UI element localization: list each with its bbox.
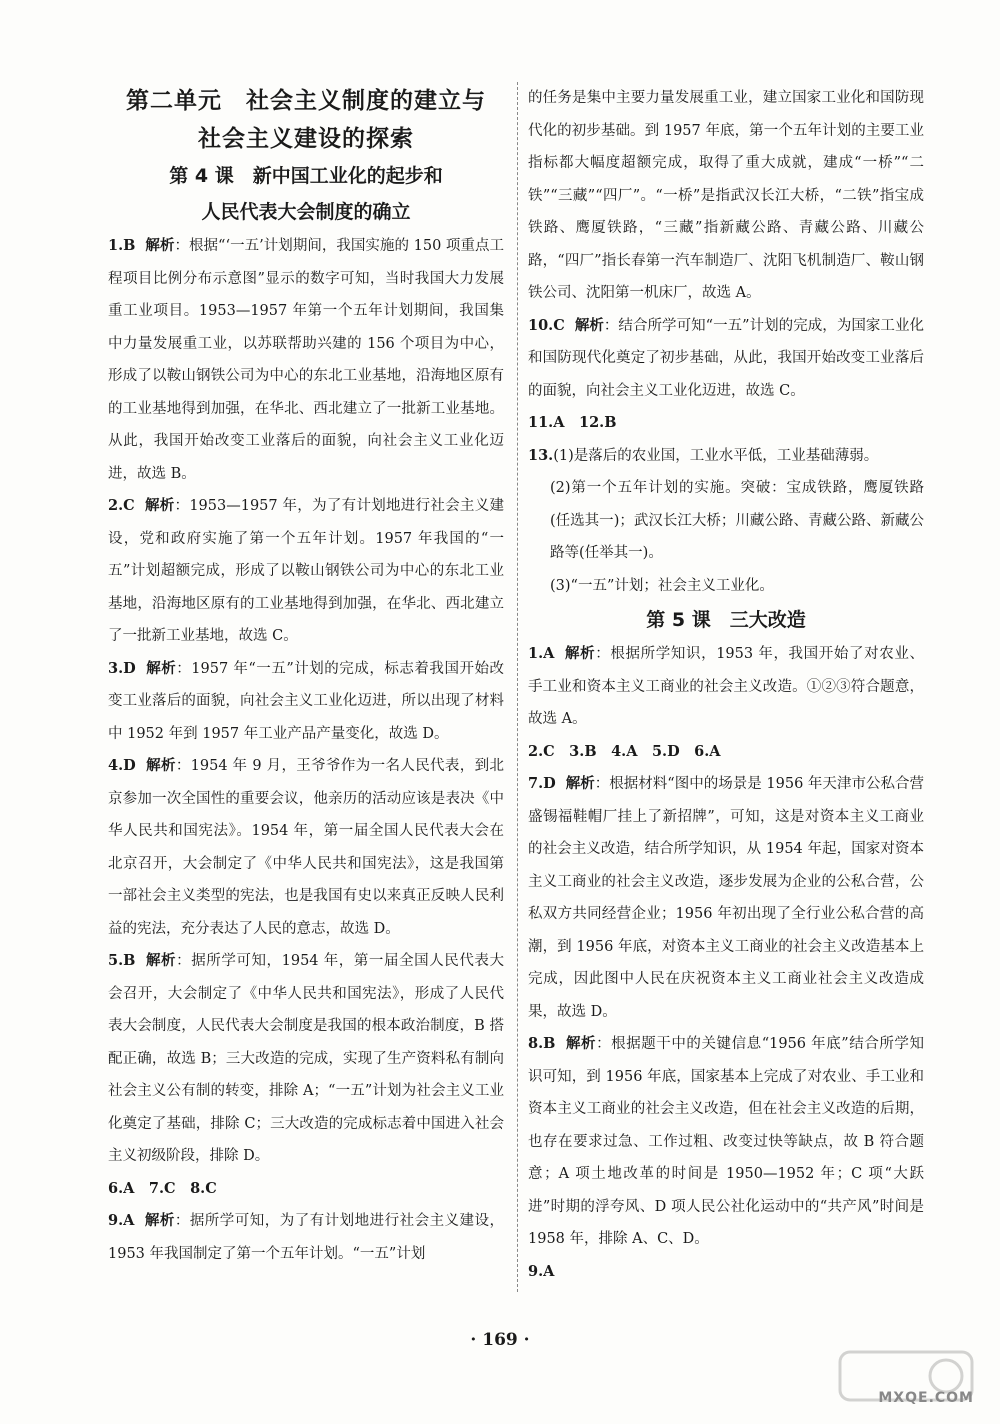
answer-item bbox=[108, 750, 504, 945]
analysis-label: 解析 bbox=[145, 952, 177, 969]
answer-item bbox=[528, 1256, 924, 1289]
answer-number: 4.D bbox=[108, 757, 136, 774]
answer-number: 9.A bbox=[528, 1262, 555, 1280]
answer-list-lesson4-continued bbox=[528, 82, 924, 602]
analysis-label: 解析 bbox=[145, 659, 177, 677]
answer-item bbox=[528, 638, 924, 736]
unit-title-line-2: 社会主义建设的探索 bbox=[198, 126, 414, 152]
answer-number: 2.C 3.B 4.A 5.D 6.A bbox=[528, 742, 721, 760]
answer-text: ：据所学可知，为了有计划地进行社会主义建设，1953 年我国制定了第一个五年计划。“一五”计划 bbox=[108, 1213, 504, 1262]
answer-item bbox=[108, 945, 504, 1173]
answer-item bbox=[108, 1205, 504, 1270]
answer-text: ：根据所学知识，1953 年，我国开始了对农业、手工业和资本主义工商业的社会主义改造。①②③符合题意，故选 A。 bbox=[528, 646, 924, 727]
answer-number: 1.A bbox=[528, 645, 555, 662]
unit-title-line-1: 第二单元 社会主义制度的建立与 bbox=[126, 88, 486, 114]
answer-item bbox=[528, 440, 924, 473]
answer-number: 9.A bbox=[108, 1212, 135, 1229]
answer-number: 7.D bbox=[528, 775, 556, 792]
answer-text: 的任务是集中主要力量发展重工业，建立国家工业化和国防现代化的初步基础。到 1957 年底，第一个五年计划的主要工业指标都大幅度超额完成，取得了重大成就，建成“一桥”“二铁”“三藏”“四厂”。“一桥”是指武汉长江大桥，“二铁”指宝成铁路、鹰厦铁路，“三藏”指新藏公路、青藏公路、川藏公路，“四厂”指长春第一汽车制造厂、沈阳飞机制造厂、鞍山钢铁公司、沈阳第一机床厂，故选 A。 bbox=[528, 90, 924, 301]
page-number: · 169 · bbox=[470, 1330, 530, 1350]
answer-item bbox=[528, 736, 924, 769]
answer-number: 5.B bbox=[108, 952, 136, 969]
answer-number: 2.C bbox=[108, 497, 135, 514]
answer-item bbox=[108, 230, 504, 490]
answer-item bbox=[528, 407, 924, 440]
answer-item bbox=[528, 472, 924, 570]
analysis-label: 解析 bbox=[564, 645, 596, 662]
lesson4-title-line-1: 第 4 课 新中国工业化的起步和 bbox=[169, 165, 443, 187]
answer-text: ：根据“‘一五’计划期间，我国实施的 150 项重点工程项目比例分布示意图”显示的数字可知，当时我国大力发展重工业项目。1953—1957 年第一个五年计划期间，我国集中力量发展重工业，以苏联帮助兴建的 156 个项目为中心，形成了以鞍山钢铁公司为中心的东北工业基地，沿海地区原有的工业基地得到加强，在华北、西北建立了一批新工业基地。从此，我国开始改变工业落后的面貌，向社会主义工业化迈进，故选 B。 bbox=[108, 238, 505, 482]
column-divider bbox=[517, 82, 518, 1292]
lesson4-title-line-2: 人民代表大会制度的确立 bbox=[201, 201, 411, 223]
answer-item bbox=[528, 570, 924, 603]
answer-item bbox=[528, 82, 924, 310]
analysis-label: 解析 bbox=[144, 1212, 175, 1229]
answer-number: 6.A 7.C 8.C bbox=[108, 1179, 217, 1197]
answer-text: (1)是落后的农业国，工业水平低，工业基础薄弱。 bbox=[553, 447, 879, 464]
watermark-text: MXQE.COM bbox=[878, 1390, 974, 1406]
answer-text: ：1953—1957 年，为了有计划地进行社会主义建设，党和政府实施了第一个五年计划。1957 年我国的“一五”计划超额完成，形成了以鞍山钢铁公司为中心的东北工业基地，沿海地区原有的工业基地得到加强，在华北、西北建立了一批新工业基地，故选 C。 bbox=[108, 498, 504, 644]
analysis-label: 解析 bbox=[565, 775, 595, 792]
answer-item bbox=[528, 1028, 924, 1256]
answer-text: ：根据材料“图中的场景是 1956 年天津市公私合营盛锡福鞋帽厂挂上了新招牌”，可知，这是对资本主义工商业的社会主义改造，结合所学知识，从 1954 年起，国家对资本主义工商业的社会主义改造，逐步发展为企业的公私合营，公私双方共同经营企业；1956 年初出现了全行业公私合营的高潮，到 1956 年底，对资本主义工商业的社会主义改造基本上完成，因此图中人民在庆祝资本主义工商业社会主义改造成果，故选 D。 bbox=[528, 776, 924, 1020]
answer-number: 13. bbox=[528, 446, 554, 464]
right-column bbox=[528, 82, 924, 1288]
analysis-label: 解析 bbox=[144, 497, 175, 514]
answer-number: 3.D bbox=[108, 659, 136, 677]
answer-text: ：根据题干中的关键信息“1956 年底”结合所学知识可知，到 1956 年底，国家基本上完成了对农业、手工业和资本主义工商业的社会主义改造，但在社会主义改造的后期，也存在要求过急、工作过粗、改变过快等缺点，故 B 符合题意；A 项土地改革的时间是 1950—1952 年；C 项“大跃进”时期的浮夸风、D 项人民公社化运动中的“共产风”时间是 1958 年，排除 A、C、D。 bbox=[528, 1036, 924, 1247]
answer-text: (3)“一五”计划；社会主义工业化。 bbox=[550, 577, 774, 594]
answer-number: 1.B bbox=[108, 237, 136, 254]
analysis-label: 解析 bbox=[145, 237, 175, 254]
answer-text: (2)第一个五年计划的实施。突破：宝成铁路，鹰厦铁路(任选其一)；武汉长江大桥；川藏公路、青藏公路、新藏公路等(任举其一)。 bbox=[550, 480, 924, 561]
analysis-label: 解析 bbox=[565, 1035, 597, 1052]
analysis-label: 解析 bbox=[145, 757, 176, 774]
answer-item bbox=[528, 768, 924, 1028]
answer-item bbox=[528, 310, 924, 408]
answer-text: ：1954 年 9 月，王爷爷作为一名人民代表，到北京参加一次全国性的重要会议，他亲历的活动应该是表决《中华人民共和国宪法》。1954 年，第一届全国人民代表大会在北京召开，大会制定了《中华人民共和国宪法》，这是我国第一部社会主义类型的宪法，也是我国有史以来真正反映人民利益的宪法，充分表达了人民的意志，故选 D。 bbox=[108, 758, 505, 937]
analysis-label: 解析 bbox=[574, 316, 604, 334]
answer-item bbox=[108, 1173, 504, 1206]
answer-item bbox=[108, 653, 504, 751]
answer-number: 11.A 12.B bbox=[528, 414, 617, 431]
answer-text: ：结合所学可知“一五”计划的完成，为国家工业化和国防现代化奠定了初步基础，从此，我国开始改变工业落后的面貌，向社会主义工业化迈进，故选 C。 bbox=[528, 317, 924, 399]
left-column bbox=[108, 82, 504, 1270]
answer-text: ：1957 年“一五”计划的完成，标志着我国开始改变工业落后的面貌，向社会主义工业化迈进，所以出现了材料中 1952 年到 1957 年工业产品产量变化，故选 D。 bbox=[108, 660, 504, 742]
answer-list-lesson5 bbox=[528, 638, 924, 1288]
answer-text: ：据所学可知，1954 年，第一届全国人民代表大会召开，大会制定了《中华人民共和国宪法》，形成了人民代表大会制度，人民代表大会制度是我国的根本政治制度，B 搭配正确，故选 B；三大改造的完成，实现了生产资料私有制向社会主义公有制的转变，排除 A；“一五”计划为社会主义工业化奠定了基础，排除 C；三大改造的完成标志着中国进入社会主义初级阶段，排除 D。 bbox=[108, 953, 504, 1164]
answer-number: 10.C bbox=[528, 316, 565, 334]
answer-item bbox=[108, 490, 504, 653]
answer-list-lesson4 bbox=[108, 230, 504, 1270]
answer-number: 8.B bbox=[528, 1035, 556, 1052]
lesson5-title: 第 5 课 三大改造 bbox=[646, 609, 806, 631]
